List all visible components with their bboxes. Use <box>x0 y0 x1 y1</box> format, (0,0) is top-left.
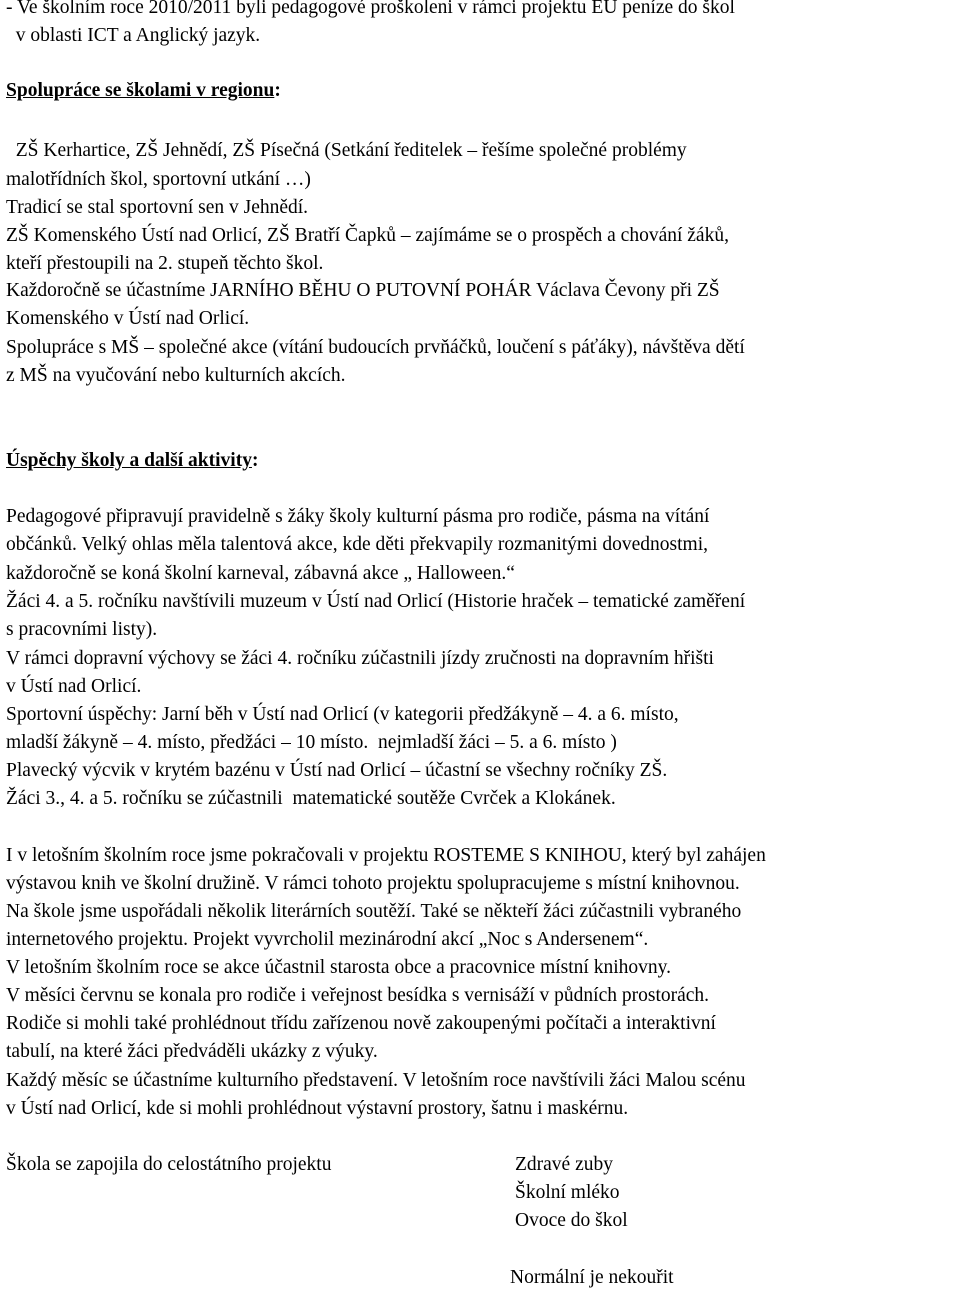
success-line: Pedagogové připravují pravidelně s žáky školy kulturní pásma pro rodiče, pásma na vítání <box>6 506 710 527</box>
success-heading: Úspěchy školy a další aktivity <box>6 450 252 471</box>
success-line: tabulí, na které žáci předváděli ukázky z výuky. <box>6 1041 378 1062</box>
success-line: V letošním školním roce se akce účastnil starosta obce a pracovnice místní knihovny. <box>6 957 671 978</box>
success-line: Na škole jsme uspořádali několik literárních soutěží. Také se někteří žáci zúčastnili vybraného <box>6 901 742 922</box>
cooperation-heading-row <box>6 77 281 105</box>
success-line: V měsíci červnu se konala pro rodiče i veřejnost besídka s vernisáží v půdních prostorách. <box>6 985 710 1006</box>
projects-label: Škola se zapojila do celostátního projektu <box>6 1154 332 1175</box>
cooperation-heading-colon: : <box>274 80 281 101</box>
cooperation-line: Tradicí se stal sportovní sen v Jehnědí. <box>6 197 309 218</box>
success-line: každoročně se koná školní karneval, zábavná akce „ Halloween.“ <box>6 563 515 584</box>
success-line: Žáci 3., 4. a 5. ročníku se zúčastnili matematické soutěže Cvrček a Klokánek. <box>6 788 616 809</box>
cooperation-line: z MŠ na vyučování nebo kulturních akcích. <box>6 365 346 386</box>
success-line: Každý měsíc se účastníme kulturního představení. V letošním roce navštívili žáci Malou scénu <box>6 1070 746 1091</box>
cooperation-line: Komenského v Ústí nad Orlicí. <box>6 308 250 329</box>
success-line: v Ústí nad Orlicí, kde si mohli prohlédnout výstavní prostory, šatnu i maskérnu. <box>6 1098 629 1119</box>
success-line: výstavou knih ve školní družině. V rámci tohoto projektu spolupracujeme s místní knihovnou. <box>6 873 740 894</box>
success-heading-colon: : <box>251 450 259 471</box>
cooperation-line: Spolupráce s MŠ – společné akce (vítání budoucích prvňáčků, loučení s páťáky), návštěva dětí <box>6 337 745 358</box>
cooperation-line: malotřídních škol, sportovní utkání …) <box>6 169 311 190</box>
success-line: internetového projektu. Projekt vyvrcholil mezinárodní akcí „Noc s Andersenem“. <box>6 929 649 950</box>
project-item: Zdravé zuby <box>515 1154 613 1175</box>
cooperation-line: kteří přestoupili na 2. stupeň těchto škol. <box>6 253 324 274</box>
success-line: Sportovní úspěchy: Jarní běh v Ústí nad Orlicí (v kategorii předžákyně – 4. a 6. místo, <box>6 704 679 725</box>
project-item: Školní mléko <box>515 1182 620 1203</box>
success-line: občánků. Velký ohlas měla talentová akce, kde děti překvapily rozmanitými dovednostmi, <box>6 534 708 555</box>
success-line: v Ústí nad Orlicí. <box>6 676 142 697</box>
success-line: Rodiče si mohli také prohlédnout třídu zařízenou nově zakoupenými počítači a interaktivní <box>6 1013 716 1034</box>
success-line: mladší žákyně – 4. místo, předžáci – 10 místo. nejmladší žáci – 5. a 6. místo ) <box>6 732 617 753</box>
cooperation-line: ZŠ Komenského Ústí nad Orlicí, ZŠ Bratří Čapků – zajímáme se o prospěch a chování žáků, <box>6 225 729 246</box>
success-line: Žáci 4. a 5. ročníku navštívili muzeum v Ústí nad Orlicí (Historie hraček – tematické zaměření <box>6 591 746 612</box>
cooperation-line: ZŠ Kerhartice, ZŠ Jehnědí, ZŠ Písečná (Setkání ředitelek – řešíme společné problémy <box>6 140 687 161</box>
success-heading-row <box>6 447 258 475</box>
success-line: s pracovními listy). <box>6 619 158 640</box>
project-item: Ovoce do škol <box>515 1210 628 1231</box>
cooperation-line: Každoročně se účastníme JARNÍHO BĚHU O PUTOVNÍ POHÁR Václava Čevony při ZŠ <box>6 280 720 301</box>
success-line: Plavecký výcvik v krytém bazénu v Ústí nad Orlicí – účastní se všechny ročníky ZŠ. <box>6 760 668 781</box>
project-item-last: Normální je nekouřit <box>510 1267 674 1288</box>
success-line: V rámci dopravní výchovy se žáci 4. ročníku zúčastnili jízdy zručnosti na dopravním hřišti <box>6 648 714 669</box>
intro-line-2: v oblasti ICT a Anglický jazyk. <box>6 25 261 46</box>
intro-line-1: - Ve školním roce 2010/2011 byli pedagogové proškoleni v rámci projektu EU peníze do škol <box>6 0 735 18</box>
cooperation-heading: Spolupráce se školami v regionu <box>6 80 275 101</box>
success-line: I v letošním školním roce jsme pokračovali v projektu ROSTEME S KNIHOU, který byl zahájen <box>6 845 766 866</box>
